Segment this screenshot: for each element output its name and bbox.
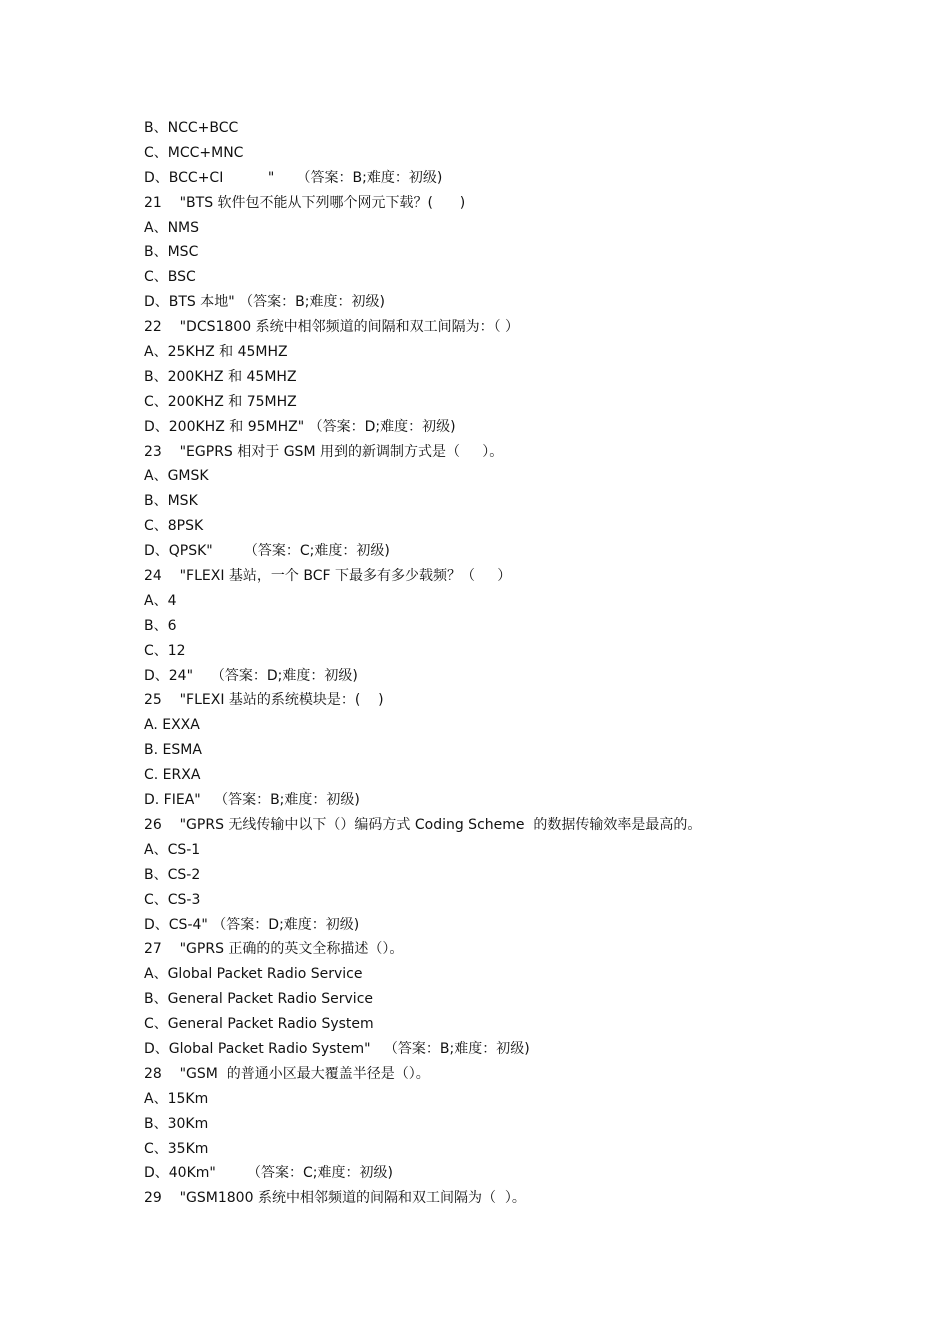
text-line: B、MSK (144, 493, 198, 510)
text-line: 27 "GPRS 正确的的英文全称描述（）。 (144, 941, 404, 958)
text-line: D、24" （答案：D;难度：初级) (144, 667, 358, 684)
text-line: D、BCC+CI " （答案：B;难度：初级) (144, 169, 443, 186)
text-line: C、General Packet Radio System (144, 1016, 374, 1033)
text-line: B、CS-2 (144, 866, 201, 883)
text-line: A、GMSK (144, 468, 209, 485)
text-line: C. ERXA (144, 767, 201, 784)
text-line: C、8PSK (144, 518, 204, 535)
text-line: 22 "DCS1800 系统中相邻频道的间隔和双工间隔为：（ ） (144, 319, 520, 336)
text-line: A、Global Packet Radio Service (144, 966, 363, 983)
text-line: D、CS-4" （答案：D;难度：初级) (144, 916, 360, 933)
text-line: C、12 (144, 642, 186, 659)
text-line: B、200KHZ 和 45MHZ (144, 368, 297, 385)
text-line: C、CS-3 (144, 891, 201, 908)
text-line: D、BTS 本地" （答案：B;难度：初级) (144, 294, 385, 311)
text-line: B、MSC (144, 244, 199, 261)
text-line: A、25KHZ 和 45MHZ (144, 344, 288, 361)
text-line: D. FIEA" （答案：B;难度：初级) (144, 792, 360, 809)
text-line: A、4 (144, 592, 177, 609)
text-line: 29 "GSM1800 系统中相邻频道的间隔和双工间隔为（ ）。 (144, 1190, 526, 1207)
question-list (144, 116, 904, 1211)
text-line: B、NCC+BCC (144, 120, 239, 136)
text-line: 21 "BTS 软件包不能从下列哪个网元下载？( ) (144, 194, 466, 211)
text-line: 25 "FLEXI 基站的系统模块是：( ) (144, 692, 384, 709)
text-line: D、Global Packet Radio System" （答案：B;难度：初级) (144, 1040, 530, 1057)
text-line: B、30Km (144, 1115, 209, 1132)
text-line: D、QPSK" （答案：C;难度：初级) (144, 543, 390, 560)
text-line: A、15Km (144, 1090, 209, 1107)
text-line: 26 "GPRS 无线传输中以下（）编码方式 Coding Scheme 的数据传输效率是最高的。 (144, 816, 702, 833)
text-line: A、CS-1 (144, 841, 201, 858)
text-line: A、NMS (144, 219, 200, 236)
text-line: C、35Km (144, 1140, 209, 1157)
text-line: B. ESMA (144, 742, 202, 759)
text-line: 28 "GSM 的普通小区最大覆盖半径是（）。 (144, 1065, 430, 1082)
text-line: C、MCC+MNC (144, 144, 244, 161)
text-line: C、200KHZ 和 75MHZ (144, 393, 297, 410)
text-line: B、General Packet Radio Service (144, 991, 374, 1008)
text-line: 23 "EGPRS 相对于 GSM 用到的新调制方式是（ ）。 (144, 443, 504, 460)
text-line: A. EXXA (144, 717, 200, 734)
text-line: D、40Km" （答案：C;难度：初级) (144, 1165, 393, 1182)
text-line: 24 "FLEXI 基站，一个 BCF 下最多有多少载频？（ ） (144, 568, 512, 585)
text-line: B、6 (144, 617, 177, 634)
text-line: D、200KHZ 和 95MHZ" （答案：D;难度：初级) (144, 418, 456, 435)
text-line: C、BSC (144, 269, 196, 286)
